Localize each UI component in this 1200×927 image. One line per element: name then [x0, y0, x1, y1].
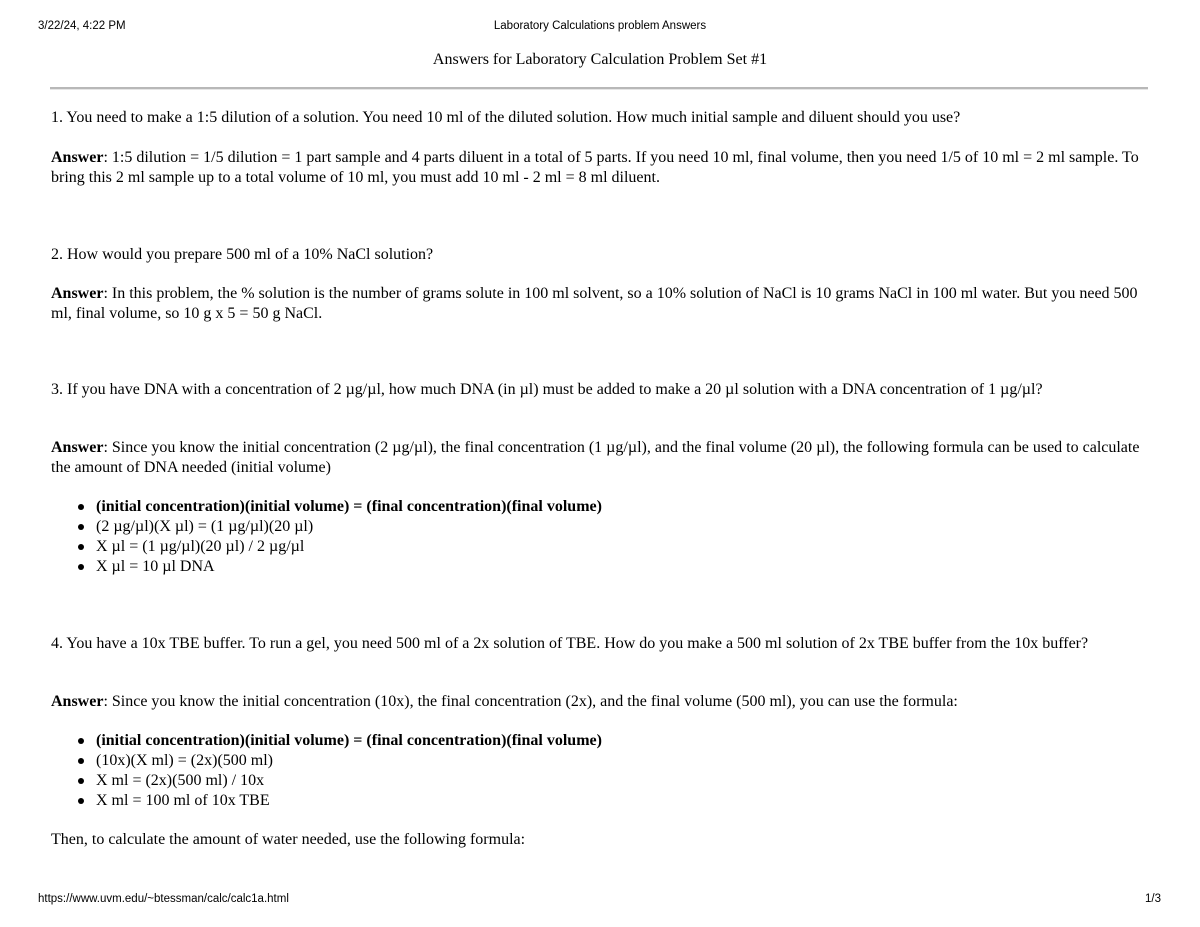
page-url: https://www.uvm.edu/~btessman/calc/calc1a.html [38, 893, 289, 905]
then-text: Then, to calculate the amount of water needed, use the following formula: [51, 831, 526, 848]
answer-4 [51, 692, 1146, 712]
answer-2-text: : In this problem, the % solution is the number of grams solute in 100 ml solvent, so a 10% solution of NaCl is 10 grams NaCl in 100 ml water. But you need 500 ml, final volume, so 10 g x 5 = 50 g NaCl. [51, 285, 1138, 322]
list-item: (initial concentration)(initial volume) = (final concentration)(final volume) [96, 731, 1191, 751]
question-4: 4. You have a 10x TBE buffer. To run a gel, you need 500 ml of a 2x solution of TBE. How do you make a 500 ml solution of 2x TBE buffer from the 10x buffer? [51, 635, 1089, 652]
list-item: X ml = (2x)(500 ml) / 10x [96, 771, 1191, 791]
list-item: (10x)(X ml) = (2x)(500 ml) [96, 751, 1191, 771]
answer-4-text: : Since you know the initial concentration (10x), the final concentration (2x), and the final volume (500 ml), you can use the formula: [103, 693, 958, 710]
answer-label: Answer [51, 693, 104, 710]
answer-2 [51, 284, 1146, 324]
question-1: 1. You need to make a 1:5 dilution of a solution. You need 10 ml of the diluted solution. How much initial sample and diluent should you use? [51, 109, 961, 126]
print-title: Laboratory Calculations problem Answers [493, 20, 707, 32]
list-item: X µl = 10 µl DNA [96, 557, 1191, 577]
question-3: 3. If you have DNA with a concentration of 2 µg/µl, how much DNA (in µl) must be added to make a 20 µl solution with a DNA concentration of 1 µg/µl? [51, 381, 1043, 398]
page-number: 1/3 [1145, 893, 1161, 905]
print-footer [0, 893, 1200, 909]
answer-3-text: : Since you know the initial concentration (2 µg/µl), the final concentration (1 µg/µl), and the final volume (20 µl), the following formula can be used to calculate the amount of DNA needed (initial volume) [51, 439, 1140, 476]
answer-1-text: : 1:5 dilution = 1/5 dilution = 1 part sample and 4 parts diluent in a total of 5 parts. If you need 10 ml, final volume, then you need 1/5 of 10 ml = 2 ml sample. To bring this 2 ml sample up to a total volume of 10 ml, you must add 10 ml - 2 ml = 8 ml diluent. [51, 149, 1139, 186]
list-item: (2 µg/µl)(X µl) = (1 µg/µl)(20 µl) [96, 517, 1191, 537]
list-item: (initial concentration)(initial volume) = (final concentration)(final volume) [96, 497, 1191, 517]
list-item: X µl = (1 µg/µl)(20 µl) / 2 µg/µl [96, 537, 1191, 557]
page-title: Answers for Laboratory Calculation Problem Set #1 [432, 51, 768, 68]
print-header [0, 20, 1200, 38]
question-2: 2. How would you prepare 500 ml of a 10% NaCl solution? [51, 246, 434, 263]
print-date: 3/22/24, 4:22 PM [38, 20, 126, 32]
answer-label: Answer [51, 439, 104, 456]
answer-1 [51, 148, 1146, 188]
answer-3 [51, 438, 1146, 478]
answer-label: Answer [51, 149, 104, 166]
horizontal-rule [50, 87, 1148, 90]
formula-list-4 [51, 731, 1191, 811]
answer-label: Answer [51, 285, 104, 302]
formula-list-3 [51, 497, 1191, 577]
list-item: X ml = 100 ml of 10x TBE [96, 791, 1191, 811]
